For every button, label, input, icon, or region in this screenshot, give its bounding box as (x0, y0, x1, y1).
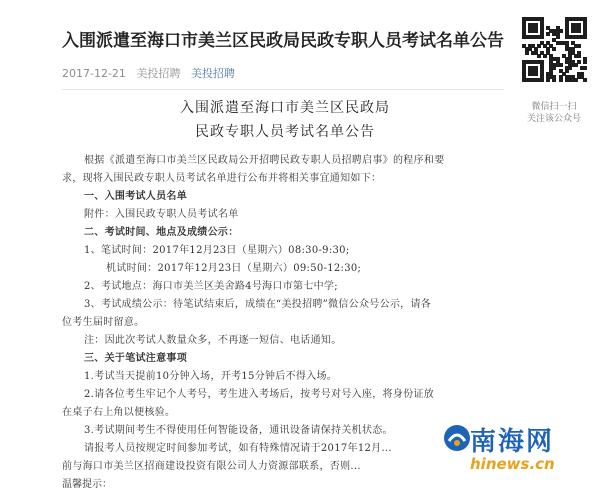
article-line: 机试时间：2017年12月23日（星期六）09:50-12:30; (106, 263, 362, 274)
article-title-line2: 民政专职人员考试名单公告 (195, 124, 375, 140)
article-line: 根据《派遣至海口市美兰区民政局公开招聘民政专职人员招聘启事》的程序和要 (84, 155, 445, 166)
article-line: 附件：入围民政专职人员考试名单 (84, 209, 239, 220)
qr-panel (508, 17, 600, 125)
qr-caption-line1: 微信扫一扫 (531, 102, 577, 112)
page-title: 入围派遣至海口市美兰区民政局民政专职人员考试名单公告 (62, 31, 504, 51)
qr-caption (508, 101, 600, 125)
article-line: 三、关于笔试注意事项 (84, 353, 187, 364)
watermark-brand: 南海网 (470, 427, 555, 457)
article-body (62, 152, 508, 476)
article-meta (62, 65, 242, 81)
article-line: 在桌子右上角以便核验。 (62, 407, 176, 418)
article-line: 一、入围考试人员名单 (84, 191, 187, 202)
watermark-url: hinews.cn (470, 455, 555, 473)
article-line: 前与海口市美兰区招商建设投资有限公司人力资源部联系，否则... (62, 461, 361, 472)
source-label: 美投招聘 (136, 67, 181, 80)
article-line: 1、笔试时间：2017年12月23日（星期六）08:30-9:30; (84, 245, 350, 256)
article-content (62, 96, 508, 476)
article-line: 求，现将入围民政专职人员考试名单进行公布并将相关事宜通知如下： (62, 173, 382, 184)
qr-caption-line2: 关注该公众号 (526, 114, 581, 124)
source-link[interactable]: 美投招聘 (190, 67, 235, 80)
article-title-line1: 入围派遣至海口市美兰区民政局 (180, 100, 390, 116)
article-line: 二、考试时间、地点及成绩公示： (84, 227, 239, 238)
footer-tip: 温馨提示： (62, 479, 112, 490)
qr-code-icon (522, 17, 586, 81)
article-title (62, 96, 508, 144)
publish-date: 2017-12-21 (62, 67, 126, 80)
article-line: 3、考试成绩公示：待笔试结束后，成绩在“美投招聘”微信公众号公示，请各 (84, 299, 432, 310)
article-line: 位考生届时留意。 (62, 317, 145, 328)
article-line: 3.考试期间考生不得使用任何智能设备，通讯设备请保持关机状态。 (84, 425, 393, 436)
article-line: 注：因此次考试人数量众多，不再逐一短信、电话通知。 (84, 335, 342, 346)
article-line: 1.考试当天提前10分钟入场，开考15分钟后不得入场。 (84, 371, 338, 382)
article-line: 2、考试地点：海口市美兰区美舍路4号海口市第七中学; (84, 281, 338, 292)
header-divider (62, 89, 504, 90)
article-line: 2.请各位考生牢记个人考号，考生进入考场后，按考号对号入座，将身份证放 (84, 389, 435, 400)
article-line: 请报考人员按规定时间参加考试，如有特殊情况请于2017年12月... (84, 443, 392, 454)
